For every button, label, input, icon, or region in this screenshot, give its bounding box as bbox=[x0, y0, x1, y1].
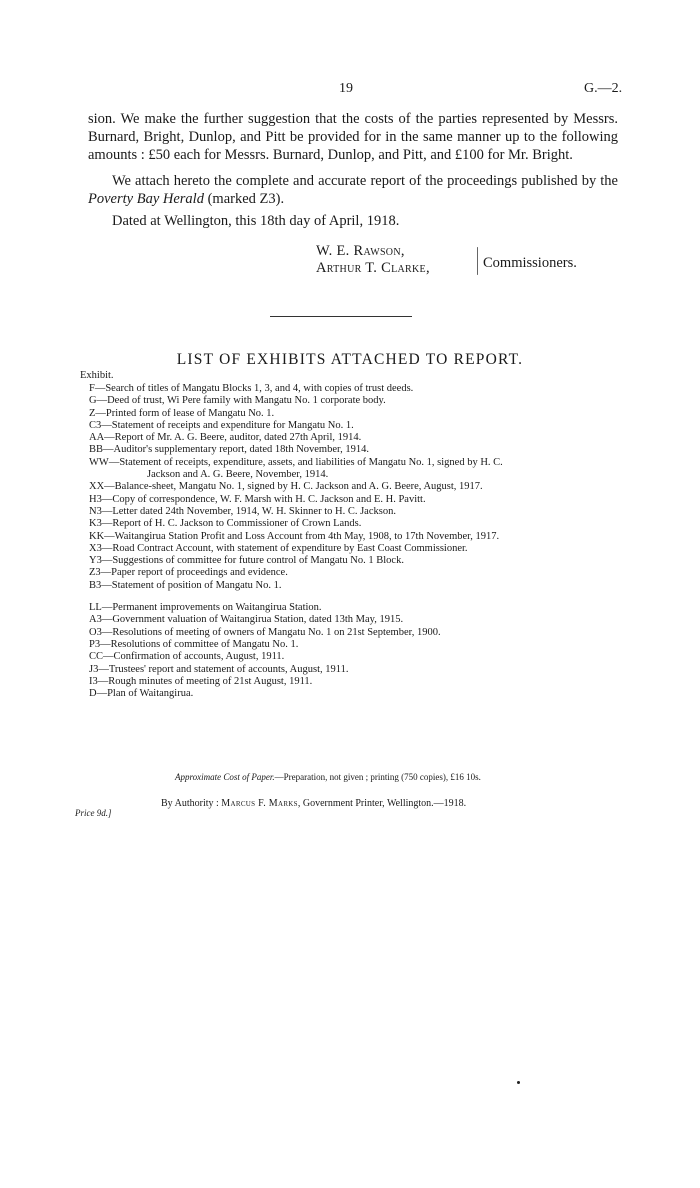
exhibit-item: D—Plan of Waitangirua. bbox=[89, 688, 194, 700]
page-number: 19 bbox=[339, 81, 353, 96]
document-reference: G.—2. bbox=[584, 81, 623, 96]
cost-note bbox=[175, 772, 481, 782]
signature-brace bbox=[477, 247, 478, 275]
signature-name-2: Arthur T. Clarke, bbox=[316, 260, 430, 276]
exhibit-item: I3—Rough minutes of meeting of 21st August, 1911. bbox=[89, 675, 313, 687]
exhibit-item: J3—Trustees' report and statement of accounts, August, 1911. bbox=[89, 663, 349, 675]
exhibit-item: O3—Resolutions of meeting of owners of Mangatu No. 1 on 21st September, 1900. bbox=[89, 626, 441, 638]
cost-note-text: —Preparation, not given ; printing (750 copies), £16 10s. bbox=[274, 772, 481, 782]
body-text bbox=[88, 110, 618, 230]
exhibit-item: P3—Resolutions of committee of Mangatu No. 1. bbox=[89, 638, 299, 650]
exhibit-item: K3—Report of H. C. Jackson to Commissioner of Crown Lands. bbox=[89, 518, 362, 530]
exhibit-item: CC—Confirmation of accounts, August, 1911. bbox=[89, 651, 285, 663]
exhibits-title: LIST OF EXHIBITS ATTACHED TO REPORT. bbox=[176, 351, 524, 368]
price-note: Price 9d.] bbox=[75, 808, 112, 818]
exhibit-item-continuation: Jackson and A. G. Beere, November, 1914. bbox=[147, 469, 329, 481]
exhibit-item: Z3—Paper report of proceedings and evidence. bbox=[89, 567, 288, 579]
dated-line: Dated at Wellington, this 18th day of April, 1918. bbox=[112, 213, 400, 229]
newspaper-name: Poverty Bay Herald bbox=[88, 191, 204, 207]
exhibit-item: G—Deed of trust, Wi Pere family with Mangatu No. 1 corporate body. bbox=[89, 395, 386, 407]
print-speck bbox=[517, 1081, 520, 1084]
exhibit-item: AA—Report of Mr. A. G. Beere, auditor, dated 27th April, 1914. bbox=[89, 432, 362, 444]
signature-name-1: W. E. Rawson, bbox=[316, 243, 405, 259]
imprint-suffix: , Government Printer, Wellington.—1918. bbox=[297, 798, 467, 809]
cost-note-label: Approximate Cost of Paper. bbox=[175, 772, 275, 782]
exhibit-item: F—Search of titles of Mangatu Blocks 1, 3, and 4, with copies of trust deeds. bbox=[89, 383, 414, 394]
exhibit-item: B3—Statement of position of Mangatu No. 1. bbox=[89, 579, 282, 591]
paragraph-costs: sion. We make the further suggestion that the costs of the parties represented by Messrs. Burnard, Bright, Dunlop, and Pitt be provided for in the same manner up to the following amounts : £50 each for Messrs. Burnard, Dunlop, and Pitt, and £100 for Mr. Bright. bbox=[88, 111, 618, 163]
signature-role: Commissioners. bbox=[483, 255, 577, 271]
exhibit-item: XX—Balance-sheet, Mangatu No. 1, signed by H. C. Jackson and A. G. Beere, August, 1917. bbox=[89, 481, 483, 493]
exhibit-item: KK—Waitangirua Station Profit and Loss Account from 4th May, 1908, to 17th November, 1917. bbox=[89, 530, 500, 542]
exhibit-item: C3—Statement of receipts and expenditure for Mangatu No. 1. bbox=[89, 419, 354, 431]
paragraph-report-text: We attach hereto the complete and accurate report of the proceedings published by the bbox=[112, 173, 618, 189]
exhibit-item: A3—Government valuation of Waitangirua Station, dated 13th May, 1915. bbox=[89, 614, 404, 626]
exhibit-item: LL—Permanent improvements on Waitangirua Station. bbox=[89, 602, 322, 614]
exhibits-label: Exhibit. bbox=[80, 370, 114, 381]
exhibit-group-gap bbox=[89, 592, 629, 602]
printer-name: Marcus F. Marks bbox=[221, 798, 298, 809]
exhibit-item: X3—Road Contract Account, with statement of expenditure by East Coast Commissioner. bbox=[89, 542, 468, 554]
exhibit-item: WW—Statement of receipts, expenditure, assets, and liabilities of Mangatu No. 1, signed by H. C. bbox=[89, 456, 503, 468]
exhibit-item: Z—Printed form of lease of Mangatu No. 1. bbox=[89, 407, 275, 419]
exhibits-list bbox=[89, 383, 629, 700]
printer-imprint bbox=[161, 798, 466, 809]
paragraph-report bbox=[88, 172, 618, 208]
paragraph-report-tail: (marked Z3). bbox=[203, 191, 285, 207]
exhibit-item: N3—Letter dated 24th November, 1914, W. H. Skinner to H. C. Jackson. bbox=[89, 505, 396, 517]
imprint-prefix: By Authority : bbox=[161, 798, 222, 809]
exhibit-item: Y3—Suggestions of committee for future control of Mangatu No. 1 Block. bbox=[89, 555, 404, 567]
exhibit-item: BB—Auditor's supplementary report, dated 18th November, 1914. bbox=[89, 444, 369, 456]
exhibit-item: H3—Copy of correspondence, W. F. Marsh with H. C. Jackson and E. H. Pavitt. bbox=[89, 493, 426, 505]
section-divider bbox=[270, 316, 412, 317]
